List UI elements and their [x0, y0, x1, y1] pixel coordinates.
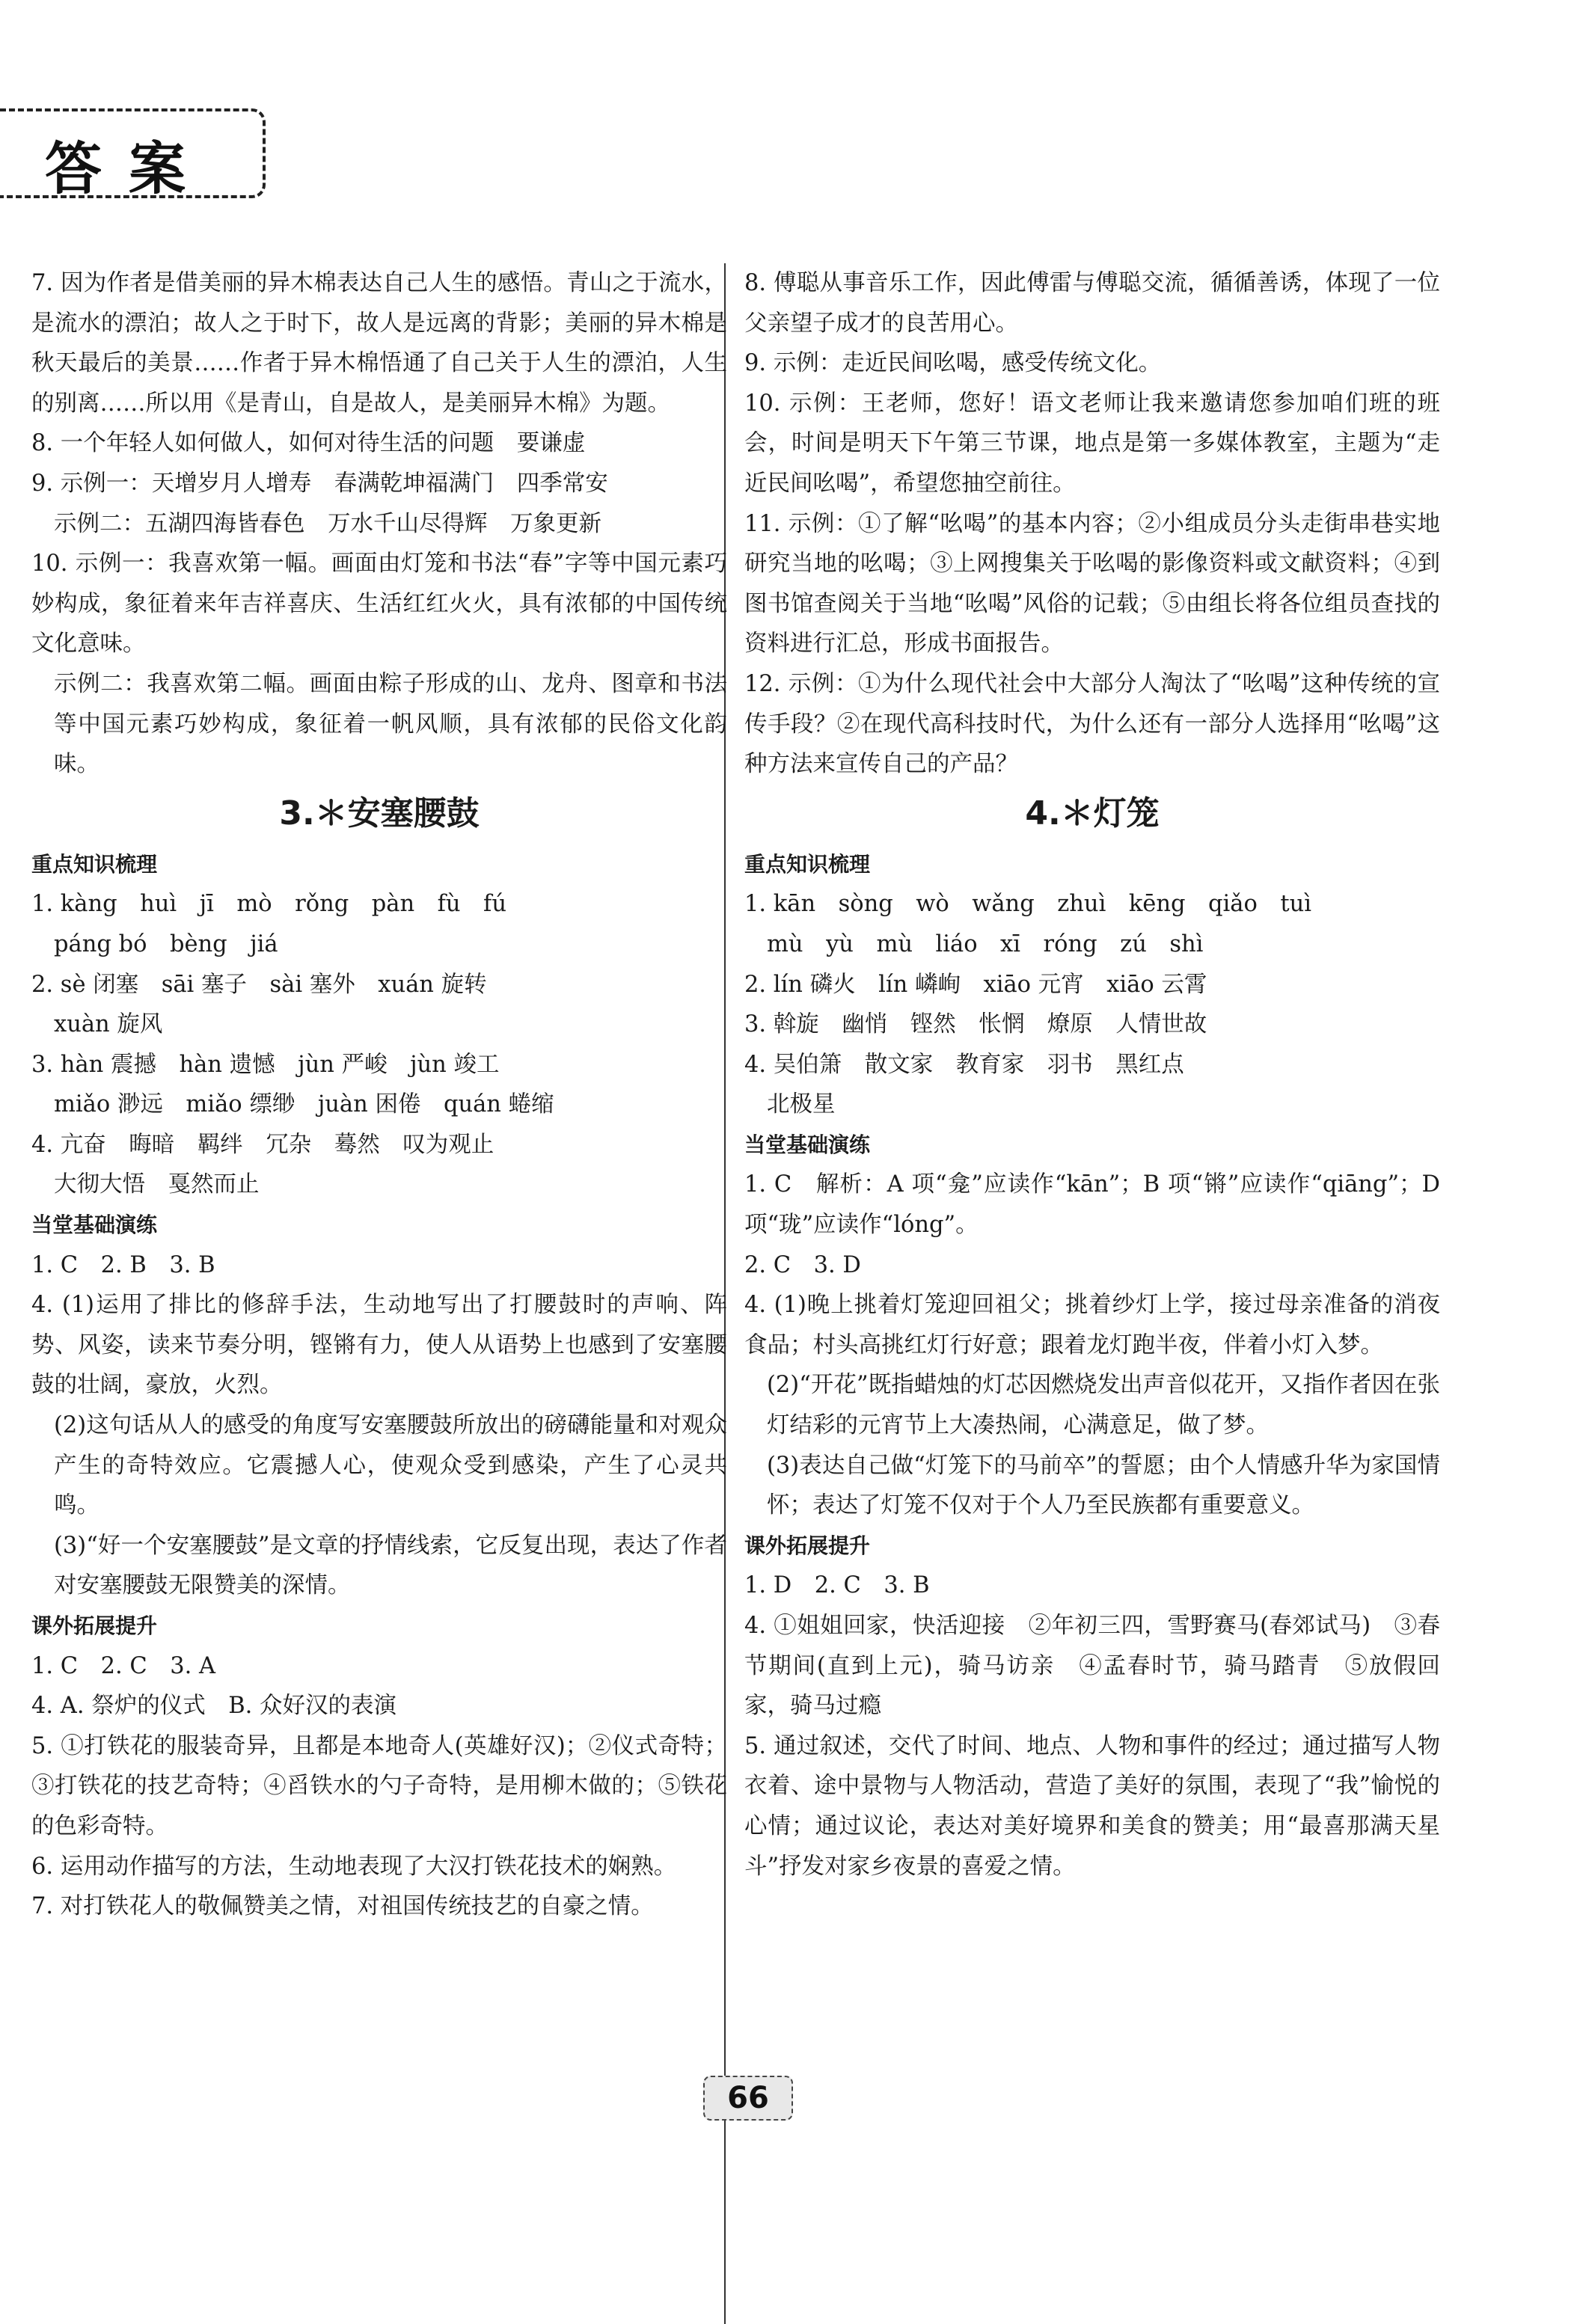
answer-paragraph: 1. C 解析：A 项“龛”应读作“kān”；B 项“锵”应读作“qiāng”；D 项“珑”应读作“lóng”。 — [744, 1171, 1440, 1239]
answer-paragraph: 5. ①打铁花的服装奇异，且都是本地奇人(英雄好汉)；②仪式奇特；③打铁花的技艺奇特；④舀铁水的勺子奇特，是用柳木做的；⑤铁花的色彩奇特。 — [31, 1732, 727, 1839]
answer-paragraph: 10. 示例：王老师，您好！语文老师让我来邀请您参加咱们班的班会，时间是明天下午第三节课，地点是第一多媒体教室，主题为“走近民间吆喝”，希望您抽空前往。 — [744, 390, 1440, 497]
answer-paragraph: 7. 因为作者是借美丽的异木棉表达自己人生的感悟。青山之于流水，是流水的漂泊；故人之于时下，故人是远离的背影；美丽的异木棉是秋天最后的美景……作者于异木棉悟通了自己关于人生的漂泊，人生的别离……所以用《是青山，自是故人，是美丽异木棉》为题。 — [31, 270, 727, 417]
subheading: 当堂基础演练 — [744, 1132, 871, 1157]
answer-paragraph: 大彻大悟 戛然而止 — [54, 1171, 260, 1198]
answer-paragraph: 4. 亢奋 晦暗 羁绊 冗杂 蓦然 叹为观止 — [31, 1131, 494, 1158]
answer-paragraph: 10. 示例一：我喜欢第一幅。画面由灯笼和书法“春”字等中国元素巧妙构成，象征着来年吉祥喜庆、生活红红火火，具有浓郁的中国传统文化意味。 — [31, 551, 727, 657]
answer-paragraph: 1. C 2. B 3. B — [31, 1251, 215, 1278]
answer-paragraph: (2)“开花”既指蜡烛的灯芯因燃烧发出声音似花开，又指作者因在张灯结彩的元宵节上大凑热闹，心满意足，做了梦。 — [767, 1372, 1440, 1439]
answer-paragraph: 1. kān sòng wò wǎng zhuì kēng qiǎo tuì — [744, 891, 1312, 918]
subheading: 课外拓展提升 — [31, 1613, 158, 1638]
answer-paragraph: 4. ①姐姐回家，快活迎接 ②年初三四，雪野赛马(春郊试马) ③春节期间(直到上元)，骑马访亲 ④孟春时节，骑马踏青 ⑤放假回家，骑马过瘾 — [744, 1613, 1440, 1720]
answer-paragraph: 3. hàn 震撼 hàn 遗憾 jùn 严峻 jùn 竣工 — [31, 1051, 500, 1078]
answer-paragraph: 4. 吴伯箫 散文家 教育家 羽书 黑红点 — [744, 1051, 1184, 1078]
answer-paragraph: 9. 示例：走近民间吆喝，感受传统文化。 — [744, 350, 1162, 377]
answer-paragraph: 8. 傅聪从事音乐工作，因此傅雷与傅聪交流，循循善诱，体现了一位父亲望子成才的良苦用心。 — [744, 270, 1440, 337]
answer-paragraph: 1. kàng huì jī mò rǒng pàn fù fú — [31, 891, 506, 918]
answer-paragraph: 4. (1)晚上挑着灯笼迎回祖父；挑着纱灯上学，接过母亲准备的消夜食品；村头高挑红灯行好意；跟着龙灯跑半夜，伴着小灯入梦。 — [744, 1292, 1440, 1358]
answer-paragraph: 11. 示例：①了解“吆喝”的基本内容；②小组成员分头走街串巷实地研究当地的吆喝；③上网搜集关于吆喝的影像资料或文献资料；④到图书馆查阅关于当地“吆喝”风俗的记载；⑤由组长将各位组员查找的资料进行汇总，形成书面报告。 — [744, 510, 1440, 657]
answer-paragraph: (3)表达自己做“灯笼下的马前卒”的誓愿；由个人情感升华为家国情怀；表达了灯笼不仅对于个人乃至民族都有重要意义。 — [767, 1452, 1440, 1519]
answer-paragraph: 5. 通过叙述，交代了时间、地点、人物和事件的经过；通过描写人物衣着、途中景物与人物活动，营造了美好的氛围，表现了“我”愉悦的心情；通过议论，表达对美好境界和美食的赞美；用“最喜那满天星斗”抒发对家乡夜景的喜爱之情。 — [744, 1732, 1440, 1880]
subheading: 重点知识梳理 — [744, 851, 871, 877]
answer-paragraph: 3. 斡旋 幽悄 铿然 怅惘 燎原 人情世故 — [744, 1011, 1207, 1038]
page-number: 66 — [703, 2076, 793, 2121]
page-title: 答案 — [45, 135, 212, 202]
answer-paragraph: 4. (1)运用了排比的修辞手法，生动地写出了打腰鼓时的声响、阵势、风姿，读来节奏分明，铿锵有力，使人从语势上也感到了安塞腰鼓的壮阔，豪放，火烈。 — [31, 1292, 727, 1399]
answer-paragraph: 2. lín 磷火 lín 嶙峋 xiāo 元宵 xiāo 云霄 — [744, 971, 1207, 998]
right-column — [744, 263, 1440, 1886]
section-title: 3.＊安塞腰鼓 — [279, 794, 480, 833]
answer-paragraph: 9. 示例一：天增岁月人增寿 春满乾坤福满门 四季常安 — [31, 470, 608, 497]
answer-paragraph: 2. C 3. D — [744, 1251, 861, 1278]
subheading: 课外拓展提升 — [744, 1533, 871, 1558]
answer-paragraph: 示例二：五湖四海皆春色 万水千山尽得辉 万象更新 — [54, 510, 601, 537]
answer-paragraph: 示例二：我喜欢第二幅。画面由粽子形成的山、龙舟、图章和书法等中国元素巧妙构成，象征着一帆风顺，具有浓郁的民俗文化韵味。 — [54, 670, 727, 778]
answer-paragraph: (2)这句话从人的感受的角度写安塞腰鼓所放出的磅礴能量和对观众产生的奇特效应。它震撼人心，使观众受到感染，产生了心灵共鸣。 — [54, 1412, 727, 1519]
answer-paragraph: 7. 对打铁花人的敬佩赞美之情，对祖国传统技艺的自豪之情。 — [31, 1893, 654, 1920]
section-title: 4.＊灯笼 — [1025, 794, 1160, 833]
answer-paragraph: 1. C 2. C 3. A — [31, 1652, 216, 1679]
answer-paragraph: 8. 一个年轻人如何做人，如何对待生活的问题 要谦虚 — [31, 430, 586, 457]
answer-paragraph: 2. sè 闭塞 sāi 塞子 sài 塞外 xuán 旋转 — [31, 971, 487, 998]
left-column — [31, 263, 727, 1927]
answer-paragraph: 4. A. 祭炉的仪式 B. 众好汉的表演 — [31, 1693, 397, 1720]
answer-paragraph: miǎo 渺远 miǎo 缥缈 juàn 困倦 quán 蜷缩 — [54, 1091, 554, 1118]
subheading: 重点知识梳理 — [31, 851, 158, 877]
answer-paragraph: 6. 运用动作描写的方法，生动地表现了大汉打铁花技术的娴熟。 — [31, 1853, 677, 1880]
answer-paragraph: 北极星 — [767, 1091, 836, 1118]
answer-paragraph: (3)“好一个安塞腰鼓”是文章的抒情线索，它反复出现，表达了作者对安塞腰鼓无限赞美的深情。 — [54, 1532, 727, 1599]
answer-paragraph: páng bó bèng jiá — [54, 930, 278, 957]
answer-paragraph: mù yù mù liáo xī róng zú shì — [767, 930, 1204, 957]
answer-paragraph: 12. 示例：①为什么现代社会中大部分人淘汰了“吆喝”这种传统的宣传手段？②在现代高科技时代，为什么还有一部分人选择用“吆喝”这种方法来宣传自己的产品？ — [744, 670, 1440, 778]
subheading: 当堂基础演练 — [31, 1212, 158, 1238]
answer-paragraph: xuàn 旋风 — [54, 1011, 163, 1038]
answer-paragraph: 1. D 2. C 3. B — [744, 1572, 930, 1599]
